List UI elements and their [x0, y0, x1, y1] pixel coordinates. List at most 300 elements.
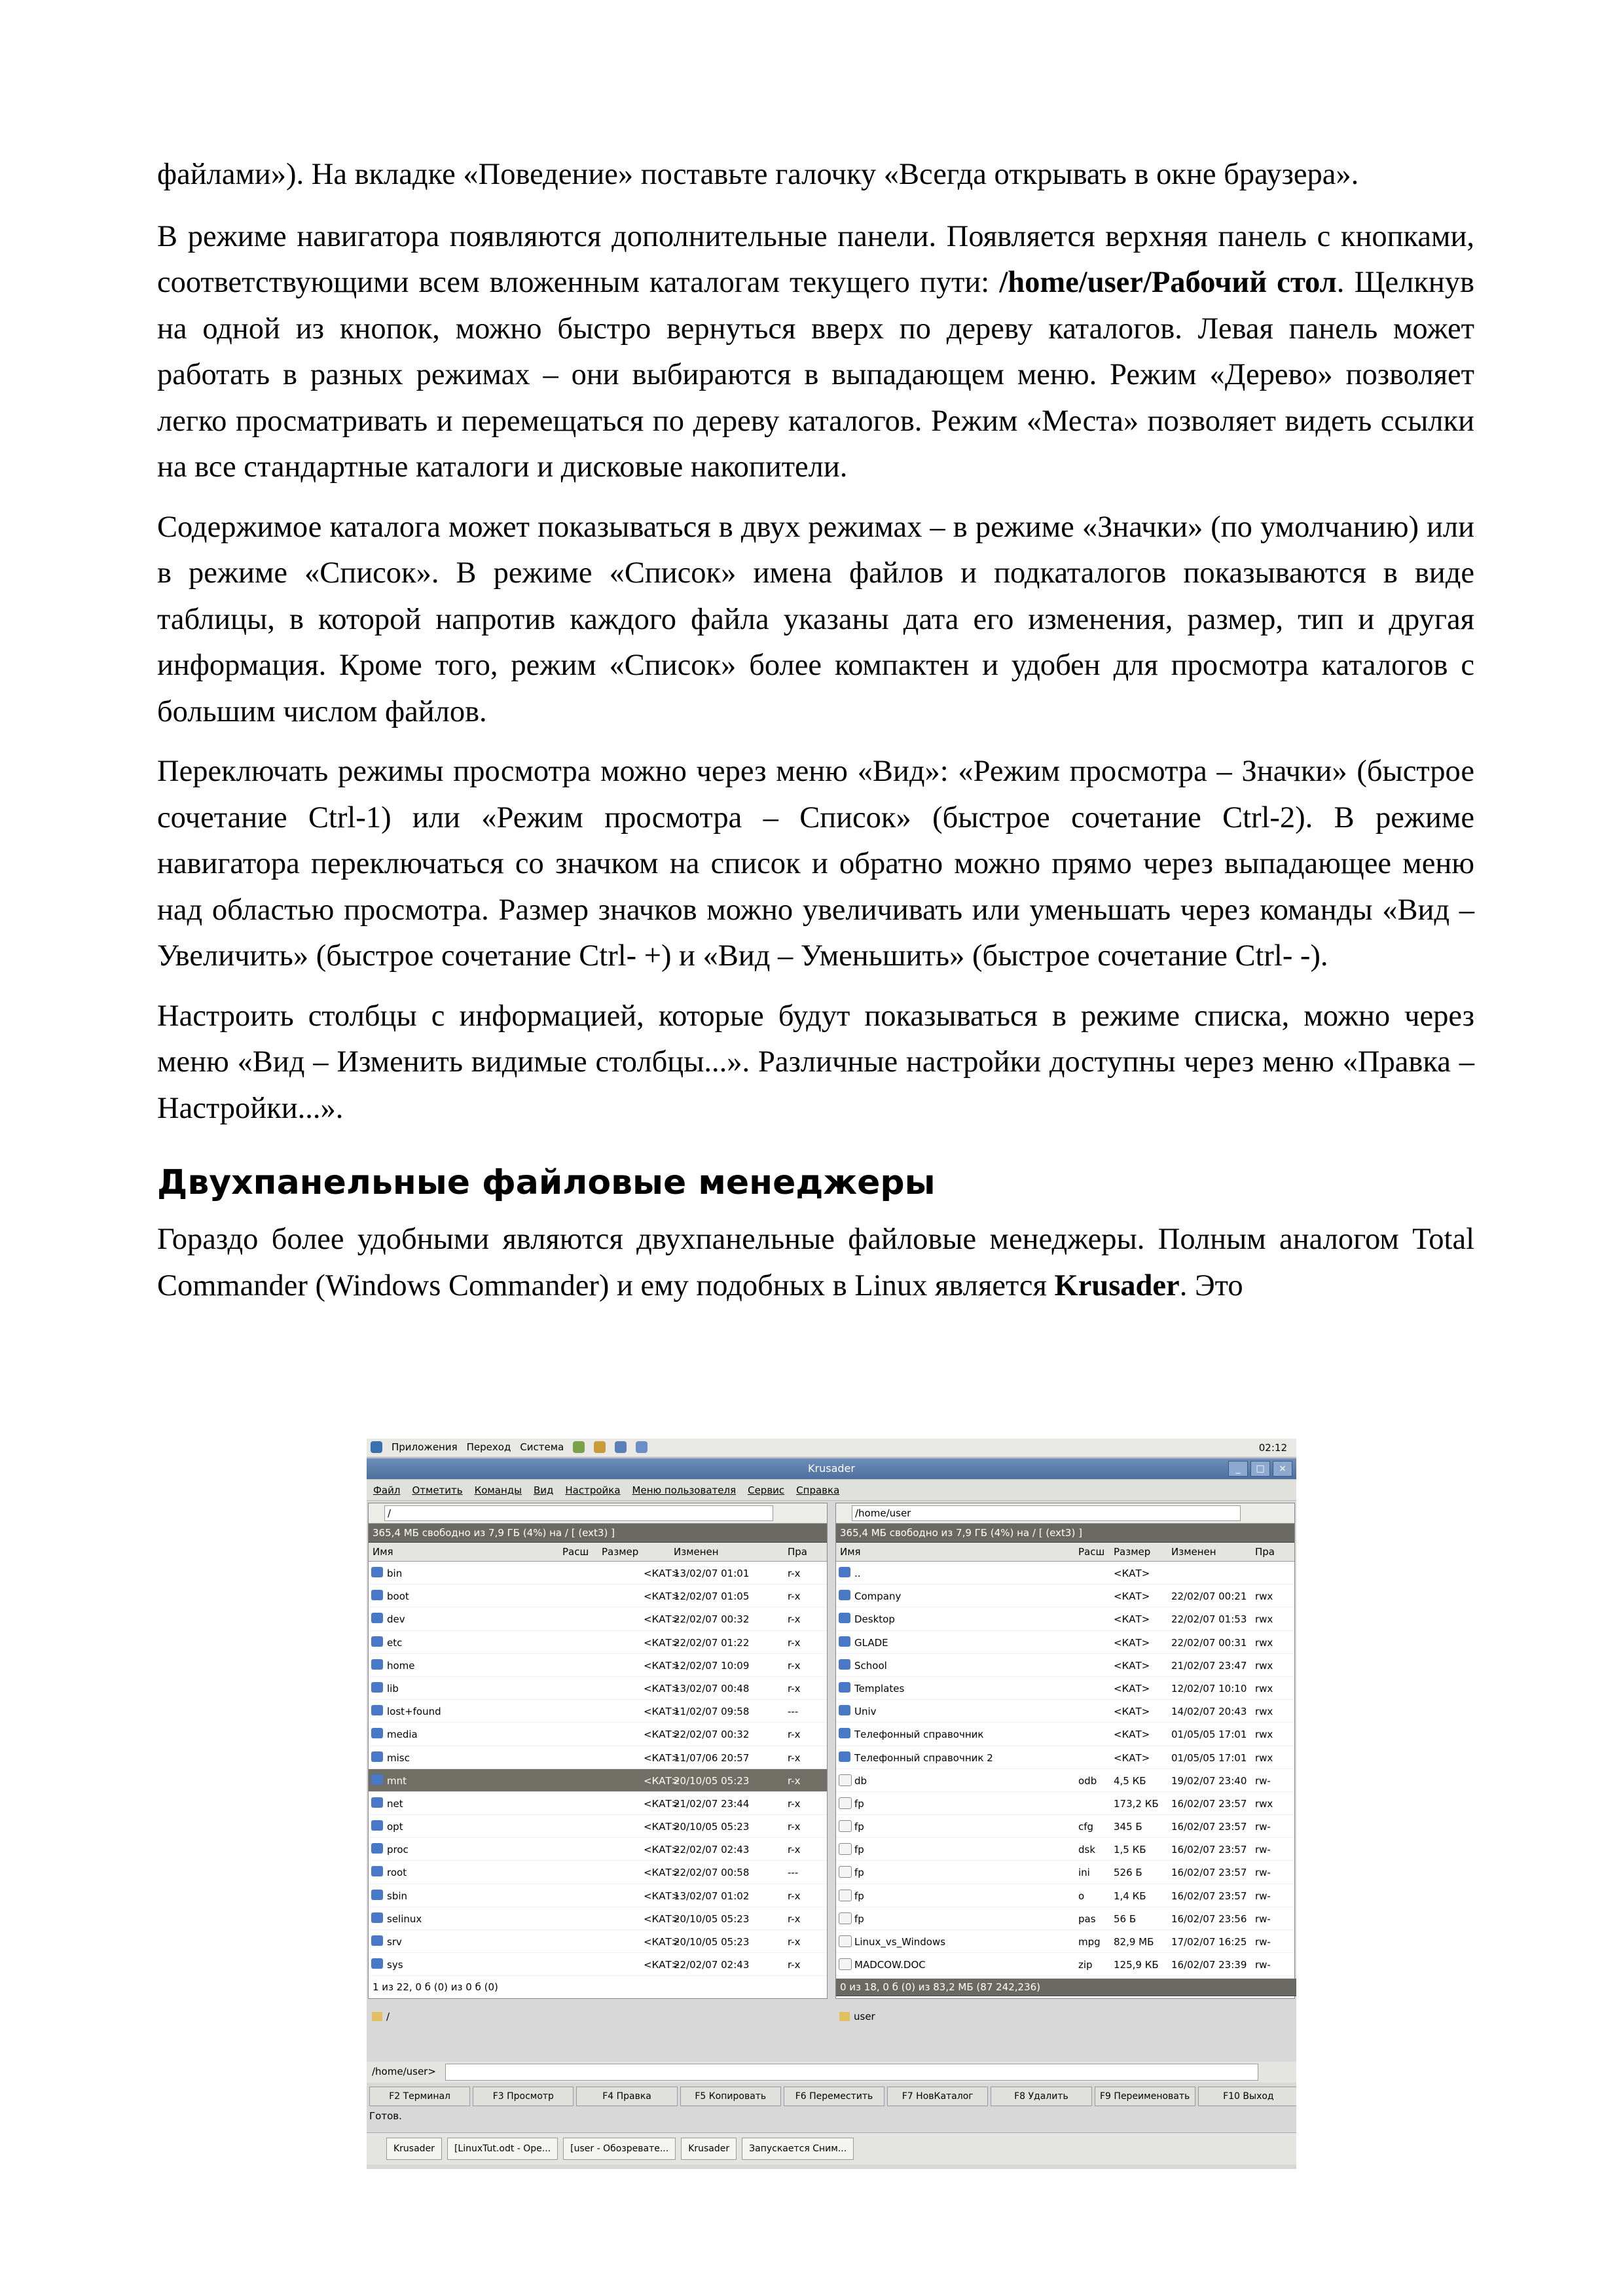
- file-date: 16/02/07 23:57: [1171, 1821, 1247, 1833]
- taskbar-item[interactable]: [LinuxTut.odt - Ope...: [447, 2138, 558, 2160]
- table-row[interactable]: [836, 1631, 1294, 1654]
- file-perms: rw-: [1255, 1867, 1271, 1879]
- file-perms: rw-: [1255, 1959, 1271, 1971]
- file-date: 21/02/07 23:47: [1171, 1659, 1247, 1672]
- file-size: 1,4 КБ: [1114, 1890, 1146, 1902]
- menu-file[interactable]: Файл: [373, 1484, 401, 1496]
- file-perms: rwx: [1255, 1590, 1273, 1603]
- f2-terminal-button[interactable]: F2 Терминал: [369, 2087, 470, 2106]
- file-date: 22/02/07 00:32: [674, 1613, 750, 1626]
- col-modified[interactable]: Изменен: [674, 1546, 719, 1558]
- table-row[interactable]: [369, 1930, 827, 1953]
- file-date: 14/02/07 20:43: [1171, 1706, 1247, 1718]
- paragraph-5-text-a: Гораздо более удобными являются двухпанельные файловые менеджеры. Полным аналогом Total Commander (Windows Commander) и ему подобных в Linux является: [157, 1223, 1474, 1302]
- file-icon: [839, 1958, 852, 1970]
- f5-copy-button[interactable]: F5 Копировать: [680, 2087, 781, 2106]
- file-size: <КАТ>: [644, 1706, 680, 1718]
- file-name: selinux: [387, 1912, 422, 1925]
- file-date: 22/02/07 00:31: [1171, 1636, 1247, 1649]
- paragraph-1-text-a: В режиме навигатора появляются дополнительные панели. Появляется верхняя панель с кнопками, соответствующими всем вложенным каталогам текущего пути:: [157, 219, 1474, 299]
- file-name: ..: [854, 1568, 861, 1579]
- file-date: 16/02/07 23:57: [1171, 1867, 1247, 1879]
- file-name: fp: [854, 1890, 864, 1902]
- folder-icon: [371, 1866, 383, 1876]
- maximize-button[interactable]: □: [1250, 1461, 1270, 1477]
- paragraph-0: файлами»). На вкладке «Поведение» поставьте галочку «Всегда открывать в окне браузера».: [157, 158, 1359, 191]
- table-row[interactable]: [836, 1792, 1294, 1815]
- table-row[interactable]: [369, 1700, 827, 1723]
- clock: 02:12: [1258, 1442, 1287, 1454]
- file-size: 345 Б: [1114, 1821, 1142, 1833]
- table-row[interactable]: [369, 1907, 827, 1930]
- file-ext: cfg: [1078, 1821, 1094, 1833]
- folder-icon: [371, 1659, 383, 1670]
- file-perms: rw-: [1255, 1774, 1271, 1787]
- file-name: home: [387, 1659, 415, 1672]
- file-perms: r-x: [788, 1568, 801, 1579]
- paragraph-1-text-b: . Щелкнув на одной из кнопок, можно быстро вернуться вверх по дереву каталогов. Левая панель может работать в разных режимах – они выбираются в выпадающем меню. Режим «Дерево» позволяет легко просматривать и перемещаться по дереву каталогов. Режим «Места» позволяет видеть ссылки на все стандартные каталоги и дисковые накопители.: [157, 266, 1475, 484]
- col-size[interactable]: Размер: [602, 1546, 639, 1558]
- file-name: srv: [387, 1936, 402, 1948]
- table-row[interactable]: [836, 1838, 1294, 1861]
- file-date: 22/02/07 02:43: [674, 1959, 750, 1971]
- file-perms: r-x: [788, 1590, 801, 1603]
- file-icon: [839, 1843, 852, 1855]
- menubar: [367, 1480, 1296, 1501]
- menu-help[interactable]: Справка: [796, 1484, 840, 1496]
- menu-settings[interactable]: Настройка: [565, 1484, 621, 1496]
- folder-icon: [372, 2012, 382, 2021]
- file-perms: rwx: [1255, 1706, 1273, 1718]
- table-row[interactable]: [836, 1930, 1294, 1953]
- table-row[interactable]: [369, 1654, 827, 1677]
- folder-icon: [371, 1636, 383, 1647]
- file-name: GLADE: [854, 1636, 888, 1649]
- file-name: MADCOW.DOC: [854, 1959, 926, 1971]
- file-date: 17/02/07 16:25: [1171, 1936, 1247, 1948]
- table-row[interactable]: [369, 1953, 827, 1976]
- folder-icon: [371, 1935, 383, 1946]
- folder-icon: [371, 1958, 383, 1969]
- folder-icon: [839, 1636, 850, 1647]
- file-perms: r-x: [788, 1729, 801, 1741]
- file-name: root: [387, 1867, 407, 1879]
- col-ext[interactable]: Расш: [562, 1546, 589, 1558]
- file-name: misc: [387, 1751, 410, 1764]
- file-name: Desktop: [854, 1613, 895, 1626]
- table-row[interactable]: [836, 1723, 1294, 1746]
- folder-icon: [371, 1590, 383, 1600]
- file-size: <КАТ>: [1114, 1682, 1150, 1695]
- launcher-icon[interactable]: [615, 1441, 627, 1453]
- file-name: dev: [387, 1613, 405, 1626]
- file-date: 22/02/07 00:21: [1171, 1590, 1247, 1603]
- file-size: 173,2 КБ: [1114, 1797, 1159, 1810]
- left-panel: [368, 1503, 828, 1999]
- folder-icon: [839, 2012, 850, 2021]
- table-row[interactable]: [369, 1815, 827, 1838]
- file-name: Company: [854, 1590, 902, 1603]
- file-size: <КАТ>: [644, 1959, 680, 1971]
- file-size: 56 Б: [1114, 1912, 1137, 1925]
- col-perms[interactable]: Пра: [788, 1546, 807, 1558]
- file-date: 11/02/07 09:58: [674, 1706, 750, 1718]
- taskbar: [367, 2132, 1296, 2164]
- file-icon: [839, 1797, 852, 1809]
- file-date: 22/02/07 00:32: [674, 1729, 750, 1741]
- file-perms: ---: [788, 1706, 799, 1718]
- taskbar-item[interactable]: Krusader: [386, 2138, 442, 2160]
- file-size: <КАТ>: [644, 1636, 680, 1649]
- file-name: media: [387, 1729, 418, 1741]
- left-path-buttons: [372, 2007, 390, 2026]
- file-size: <КАТ>: [644, 1844, 680, 1856]
- table-row[interactable]: [369, 1585, 827, 1607]
- close-button[interactable]: ×: [1273, 1461, 1292, 1477]
- file-perms: r-x: [788, 1613, 801, 1626]
- file-date: 16/02/07 23:57: [1171, 1890, 1247, 1902]
- file-icon: [839, 1774, 852, 1786]
- file-icon: [839, 1912, 852, 1924]
- table-row[interactable]: [836, 1654, 1294, 1677]
- menu-commands[interactable]: Команды: [474, 1484, 522, 1496]
- file-perms: r-x: [788, 1659, 801, 1672]
- file-size: <КАТ>: [644, 1659, 680, 1672]
- folder-icon: [839, 1728, 850, 1738]
- left-file-list: [369, 1562, 827, 1976]
- file-name: lib: [387, 1682, 399, 1695]
- f6-move-button[interactable]: F6 Переместить: [784, 2087, 884, 2106]
- file-perms: rwx: [1255, 1682, 1273, 1695]
- file-perms: ---: [788, 1867, 799, 1879]
- krusader-screenshot: [367, 1439, 1296, 2169]
- file-icon: [839, 1866, 852, 1878]
- col-ext[interactable]: Расш: [1078, 1546, 1105, 1558]
- right-user-button[interactable]: user: [854, 2011, 875, 2022]
- table-row[interactable]: [836, 1953, 1294, 1976]
- file-perms: r-x: [788, 1636, 801, 1649]
- table-row[interactable]: [836, 1562, 1294, 1585]
- menu-mark[interactable]: Отметить: [412, 1484, 463, 1496]
- gnome-foot-icon[interactable]: [371, 1441, 382, 1453]
- table-row[interactable]: [836, 1677, 1294, 1700]
- function-keys: [367, 2087, 1296, 2106]
- file-ext: o: [1078, 1890, 1085, 1902]
- right-file-list: [836, 1562, 1294, 1976]
- file-perms: r-x: [788, 1844, 801, 1856]
- file-date: 16/02/07 23:39: [1171, 1959, 1247, 1971]
- launcher-icon[interactable]: [636, 1441, 647, 1453]
- file-size: <КАТ>: [1114, 1636, 1150, 1649]
- file-name: fp: [854, 1821, 864, 1833]
- col-name[interactable]: Имя: [373, 1546, 393, 1558]
- places-menu[interactable]: Переход: [466, 1441, 511, 1453]
- file-icon: [839, 1935, 852, 1947]
- file-size: <КАТ>: [644, 1797, 680, 1810]
- folder-icon: [839, 1751, 850, 1762]
- file-name: fp: [854, 1844, 864, 1856]
- file-icon: [839, 1890, 852, 1901]
- left-root-button[interactable]: /: [386, 2011, 390, 2022]
- file-name: Univ: [854, 1706, 877, 1718]
- file-name: bin: [387, 1568, 403, 1579]
- status-text: Готов.: [369, 2110, 402, 2122]
- table-row[interactable]: [369, 1861, 827, 1884]
- table-row[interactable]: [369, 1677, 827, 1700]
- table-row[interactable]: [369, 1631, 827, 1654]
- file-size: <КАТ>: [1114, 1659, 1150, 1672]
- file-date: 16/02/07 23:56: [1171, 1912, 1247, 1925]
- right-path-field[interactable]: /home/user: [852, 1505, 1241, 1521]
- file-perms: rw-: [1255, 1936, 1271, 1948]
- left-disk-info: 365,4 МБ свободно из 7,9 ГБ (4%) на / [ (ext3) ]: [369, 1524, 827, 1543]
- file-name: proc: [387, 1844, 409, 1856]
- right-panel: [835, 1503, 1295, 1999]
- table-row[interactable]: [836, 1907, 1294, 1930]
- file-date: 21/02/07 23:44: [674, 1797, 750, 1810]
- file-date: 12/02/07 10:10: [1171, 1682, 1247, 1695]
- table-row[interactable]: [369, 1723, 827, 1746]
- cmd-path: /home/user>: [372, 2066, 436, 2077]
- table-row[interactable]: [369, 1746, 827, 1769]
- file-name: fp: [854, 1867, 864, 1879]
- file-perms: rw-: [1255, 1890, 1271, 1902]
- file-name: fp: [854, 1797, 864, 1810]
- taskbar-item[interactable]: Запускается Сним...: [742, 2138, 854, 2160]
- table-row[interactable]: [369, 1562, 827, 1585]
- file-size: <КАТ>: [644, 1936, 680, 1948]
- file-date: 22/02/07 00:58: [674, 1867, 750, 1879]
- folder-icon: [839, 1613, 850, 1623]
- file-size: 1,5 КБ: [1114, 1844, 1146, 1856]
- table-row[interactable]: [836, 1607, 1294, 1630]
- folder-icon: [839, 1659, 850, 1670]
- file-date: 20/10/05 05:23: [674, 1821, 750, 1833]
- f9-rename-button[interactable]: F9 Переименовать: [1095, 2087, 1195, 2106]
- file-perms: rwx: [1255, 1751, 1273, 1764]
- window-titlebar[interactable]: [367, 1458, 1296, 1479]
- right-disk-info: 365,4 МБ свободно из 7,9 ГБ (4%) на / [ (ext3) ]: [836, 1524, 1294, 1543]
- f8-delete-button[interactable]: F8 Удалить: [991, 2087, 1091, 2106]
- f10-exit-button[interactable]: F10 Выход: [1198, 2087, 1296, 2106]
- file-size: <КАТ>: [644, 1774, 680, 1787]
- right-status: 0 из 18, 0 б (0) из 83,2 МБ (87 242,236): [836, 1979, 1296, 1996]
- file-ext: pas: [1078, 1912, 1096, 1925]
- file-perms: r-x: [788, 1912, 801, 1925]
- folder-icon: [371, 1705, 383, 1715]
- file-name: Телефонный справочник 2: [854, 1751, 993, 1764]
- file-perms: r-x: [788, 1890, 801, 1902]
- file-name: fp: [854, 1912, 864, 1925]
- file-name: Linux_vs_Windows: [854, 1936, 946, 1948]
- file-name: Телефонный справочник: [854, 1729, 984, 1741]
- paragraph-5-text-b: . Это: [1179, 1268, 1243, 1302]
- taskbar-item[interactable]: Krusader: [681, 2138, 737, 2160]
- folder-icon: [839, 1590, 850, 1600]
- command-input[interactable]: [445, 2064, 1258, 2081]
- file-perms: r-x: [788, 1959, 801, 1971]
- file-size: 4,5 КБ: [1114, 1774, 1146, 1787]
- file-size: <КАТ>: [1114, 1568, 1150, 1579]
- col-modified[interactable]: Изменен: [1171, 1546, 1216, 1558]
- folder-icon: [371, 1682, 383, 1693]
- file-perms: r-x: [788, 1797, 801, 1810]
- file-size: <КАТ>: [644, 1568, 680, 1579]
- file-perms: rwx: [1255, 1797, 1273, 1810]
- file-date: 20/10/05 05:23: [674, 1774, 750, 1787]
- file-size: <КАТ>: [644, 1751, 680, 1764]
- document-page: [157, 152, 1474, 1323]
- file-size: <КАТ>: [644, 1682, 680, 1695]
- file-size: <КАТ>: [1114, 1729, 1150, 1741]
- folder-icon: [371, 1843, 383, 1854]
- paragraph-4: Настроить столбцы с информацией, которые будут показываться в режиме списка, можно через меню «Вид – Изменить видимые столбцы...». Различные настройки доступны через меню «Правка – Настройки...».: [157, 999, 1474, 1125]
- file-size: 526 Б: [1114, 1867, 1142, 1879]
- file-name: mnt: [387, 1774, 407, 1787]
- menu-view[interactable]: Вид: [533, 1484, 554, 1496]
- folder-icon: [839, 1682, 850, 1693]
- gnome-top-panel: [367, 1439, 1296, 1458]
- col-size[interactable]: Размер: [1114, 1546, 1151, 1558]
- file-name: sbin: [387, 1890, 408, 1902]
- folder-icon: [371, 1797, 383, 1808]
- f3-view-button[interactable]: F3 Просмотр: [473, 2087, 574, 2106]
- file-name: db: [854, 1774, 867, 1787]
- right-path-buttons: [839, 2007, 875, 2026]
- file-perms: rwx: [1255, 1729, 1273, 1741]
- file-date: 13/02/07 01:02: [674, 1890, 750, 1902]
- file-name: sys: [387, 1959, 403, 1971]
- apps-menu[interactable]: Приложения: [392, 1441, 458, 1453]
- file-date: 22/02/07 01:53: [1171, 1613, 1247, 1626]
- file-name: Templates: [854, 1682, 905, 1695]
- table-row[interactable]: [369, 1792, 827, 1815]
- table-row[interactable]: [836, 1769, 1294, 1792]
- f7-mkdir-button[interactable]: F7 НовКаталог: [887, 2087, 988, 2106]
- folder-icon: [839, 1567, 850, 1577]
- file-perms: r-x: [788, 1936, 801, 1948]
- file-size: <КАТ>: [644, 1890, 680, 1902]
- paragraph-3: Переключать режимы просмотра можно через меню «Вид»: «Режим просмотра – Значки» (быстрое сочетание Ctrl-1) или «Режим просмотра – Список» (быстрое сочетание Ctrl-2). В режиме навигатора переключаться со значком на список и обратно можно прямо через выпадающее меню над областью просмотра. Размер значков можно увеличивать или уменьшать через команды «Вид – Увеличить» (быстрое сочетание Ctrl- +) и «Вид – Уменьшить» (быстрое сочетание Ctrl- -).: [157, 755, 1474, 973]
- command-line: [367, 2062, 1296, 2083]
- file-name: opt: [387, 1821, 403, 1833]
- section-heading: Двухпанельные файловые менеджеры: [157, 1163, 936, 1202]
- file-name: net: [387, 1797, 403, 1810]
- left-status: 1 из 22, 0 б (0) из 0 б (0): [373, 1981, 498, 1993]
- file-size: <КАТ>: [1114, 1613, 1150, 1626]
- file-name: etc: [387, 1636, 403, 1649]
- gnome-menu: [371, 1441, 647, 1453]
- system-menu[interactable]: Система: [520, 1441, 564, 1453]
- file-perms: r-x: [788, 1774, 801, 1787]
- path-bold: /home/user/Рабочий стол: [999, 266, 1337, 299]
- right-column-headers: [836, 1543, 1294, 1562]
- file-ext: zip: [1078, 1959, 1093, 1971]
- paragraph-1: [157, 214, 1474, 491]
- table-row[interactable]: [836, 1815, 1294, 1838]
- file-date: 22/02/07 02:43: [674, 1844, 750, 1856]
- file-date: 13/02/07 00:48: [674, 1682, 750, 1695]
- file-perms: r-x: [788, 1821, 801, 1833]
- table-row[interactable]: [836, 1585, 1294, 1607]
- window-title: Krusader: [808, 1462, 855, 1475]
- f4-edit-button[interactable]: F4 Правка: [576, 2087, 677, 2106]
- file-size: <КАТ>: [1114, 1706, 1150, 1718]
- file-date: 13/02/07 01:01: [674, 1568, 750, 1579]
- file-date: 20/10/05 05:23: [674, 1912, 750, 1925]
- window-buttons: [1228, 1461, 1292, 1477]
- left-path-field[interactable]: /: [384, 1505, 773, 1521]
- paragraph-2: Содержимое каталога может показываться в двух режимах – в режиме «Значки» (по умолчанию) или в режиме «Список». В режиме «Список» имена файлов и подкаталогов показываются в виде таблицы, в которой напротив каждого файла указаны дата его изменения, размер, тип и другая информация. Кроме того, режим «Список» более компактен и удобен для просмотра каталогов с большим числом файлов.: [157, 510, 1474, 728]
- file-size: <КАТ>: [644, 1821, 680, 1833]
- menu-usermenu[interactable]: Меню пользователя: [632, 1484, 737, 1496]
- folder-icon: [371, 1774, 383, 1785]
- table-row[interactable]: [369, 1884, 827, 1907]
- folder-icon: [371, 1890, 383, 1900]
- file-date: 19/02/07 23:40: [1171, 1774, 1247, 1787]
- file-date: 01/05/05 17:01: [1171, 1729, 1247, 1741]
- menu-tools[interactable]: Сервис: [748, 1484, 785, 1496]
- table-row[interactable]: [369, 1838, 827, 1861]
- file-perms: r-x: [788, 1751, 801, 1764]
- file-name: boot: [387, 1590, 409, 1603]
- file-size: <КАТ>: [1114, 1590, 1150, 1603]
- folder-icon: [839, 1705, 850, 1715]
- paragraph-5: [157, 1217, 1474, 1309]
- file-size: 82,9 МБ: [1114, 1936, 1154, 1948]
- folder-icon: [371, 1567, 383, 1577]
- folder-icon: [371, 1820, 383, 1831]
- table-row[interactable]: [836, 1700, 1294, 1723]
- launcher-icon[interactable]: [594, 1441, 606, 1453]
- file-ext: ini: [1078, 1867, 1090, 1879]
- file-date: 20/10/05 05:23: [674, 1936, 750, 1948]
- file-date: 11/07/06 20:57: [674, 1751, 750, 1764]
- file-size: 125,9 КБ: [1114, 1959, 1159, 1971]
- right-path-bar: [836, 1503, 1294, 1524]
- left-column-headers: [369, 1543, 827, 1562]
- file-size: <КАТ>: [644, 1867, 680, 1879]
- folder-icon: [371, 1912, 383, 1923]
- table-row[interactable]: [369, 1769, 827, 1792]
- file-size: <КАТ>: [644, 1912, 680, 1925]
- file-perms: rw-: [1255, 1821, 1271, 1833]
- krusader-bold: Krusader: [1054, 1268, 1180, 1302]
- col-perms[interactable]: Пра: [1255, 1546, 1275, 1558]
- file-size: <КАТ>: [1114, 1751, 1150, 1764]
- file-size: <КАТ>: [644, 1590, 680, 1603]
- file-name: School: [854, 1659, 887, 1672]
- table-row[interactable]: [836, 1861, 1294, 1884]
- col-name[interactable]: Имя: [840, 1546, 861, 1558]
- file-size: <КАТ>: [644, 1729, 680, 1741]
- table-row[interactable]: [836, 1884, 1294, 1907]
- file-date: 12/02/07 01:05: [674, 1590, 750, 1603]
- file-ext: mpg: [1078, 1936, 1101, 1948]
- table-row[interactable]: [369, 1607, 827, 1630]
- launcher-icon[interactable]: [573, 1441, 585, 1453]
- table-row[interactable]: [836, 1746, 1294, 1769]
- left-path-bar: [369, 1503, 827, 1524]
- taskbar-item[interactable]: [user - Обозревате...: [563, 2138, 676, 2160]
- minimize-button[interactable]: _: [1228, 1461, 1248, 1477]
- folder-icon: [371, 1728, 383, 1738]
- file-perms: rwx: [1255, 1636, 1273, 1649]
- file-perms: rw-: [1255, 1844, 1271, 1856]
- file-ext: odb: [1078, 1774, 1097, 1787]
- file-name: lost+found: [387, 1706, 441, 1718]
- file-perms: rw-: [1255, 1912, 1271, 1925]
